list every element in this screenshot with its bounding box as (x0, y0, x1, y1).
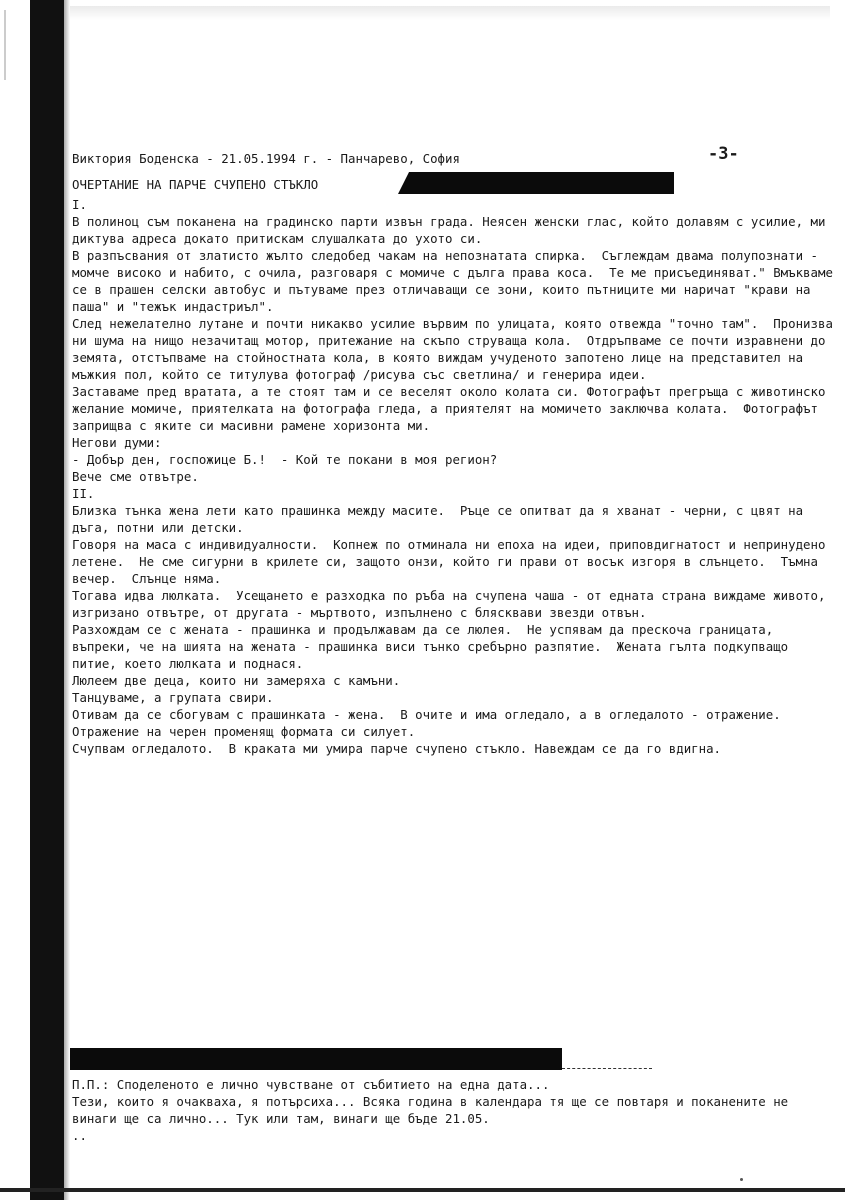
paragraph: В полиноц съм поканена на градинско парти извън града. Неясен женски глас, който долавям с усилие, ми диктува адреса докато притискам слушалката до ухото си. (72, 214, 833, 246)
paragraph: Тогава идва люлката. Усещането е разходка по ръба на счупена чаша - от едната страна виждаме живото, изгризано отвътре, от другата - мъртвото, изпълнено с блясквави звезди отвън. (72, 588, 833, 620)
author-line: Виктория Боденска - 21.05.1994 г. - Панчарево, София (72, 151, 460, 166)
paragraph: Негови думи: - Добър ден, госпожице Б.! - Кой те покани в моя регион? (72, 435, 498, 467)
document-body (72, 144, 841, 757)
paragraph: Говоря на маса с индивидуалности. Копнеж по отминала ни епоха на идеи, приповдигнатост и непринудено летене. Не сме сигурни в крилете си, защото онзи, който ги прави от восък изгоря в слънцето. Тъмна вечер. Слънце няма. (72, 537, 833, 586)
paragraph: Близка тънка жена лети като прашинка между масите. Ръце се опитват да я хванат - черни, с цвят на дъга, потни или детски. (72, 503, 811, 535)
dashed-separator (562, 1068, 652, 1069)
scan-artifact (70, 6, 830, 20)
section-numeral: I. (72, 197, 87, 212)
paragraph: Счупвам огледалото. В краката ми умира парче счупено стъкло. Навеждам се да го вдигна. (72, 741, 722, 756)
scan-binding-shadow (30, 0, 64, 1200)
document-title: ОЧЕРТАНИЕ НА ПАРЧЕ СЧУПЕНО СТЪКЛО (72, 177, 319, 192)
paragraph: В разпъсвания от златисто жълто следобед чакам на непознатата спирка. Съглеждам двама полупознати - момче високо и набито, с очила, разговаря с момиче с дълга права коса. Те ме присъединяват." Вмъкваме се в прашен селски автобус и пътуваме през отличаващи се зони, които пътниците ми наричат "крави на паша" и "тежък индастриъл". (72, 248, 841, 314)
scan-speck (740, 1178, 743, 1181)
paragraph: Вече сме отвътре. (72, 469, 199, 484)
redaction-bar (398, 172, 674, 194)
paragraph: Отивам да се сбогувам с прашинката - жена. В очите и има огледало, а в огледалото - отражение. Отражение на черен променящ формата си силует. (72, 707, 796, 739)
paragraph: Заставаме пред вратата, а те стоят там и се веселят около колата си. Фотографът прегръща с животинско желание момиче, приятелката на фотографа гледа, а приятелят на момичето заключва колата. Фотографът заприщва с яките си масивни рамене хоризонта ми. (72, 384, 833, 433)
postscript-line: П.П.: Споделеното е лично чувстване от събитието на една дата... (72, 1077, 550, 1092)
postscript-line: .. (72, 1128, 87, 1143)
scan-bottom-edge (0, 1188, 845, 1192)
page-number: -3- (708, 144, 739, 164)
scan-artifact (4, 10, 26, 80)
paragraph: Разхождам се с жената - прашинка и продължавам да се люлея. Не успявам да прескоча границата, въпреки, че на шията на жената - прашинка виси тънко сребърно разпятие. Жената гълта подкупващо питие, което люлката и поднася. (72, 622, 796, 671)
paragraph: След нежелателно лутане и почти никакво усилие вървим по улицата, която отвежда "точно там". Пронизва ни шума на нищо незачитащ мотор, притежание на скъпо струваща кола. Отдръпваме се почти изравнени до земята, отстъпваме на стойностната кола, в която виждам учуденото запотено лице на представител на мъжкия пол, който се титулува фотограф /рисува със светлина/ и генерира идеи. (72, 316, 841, 382)
paragraph: Люлеем две деца, които ни замеряха с камъни. (72, 673, 401, 688)
title-row (72, 172, 834, 196)
paragraph: Танцуваме, а групата свири. (72, 690, 274, 705)
scan-binding-shadow-edge (64, 0, 70, 1200)
section-numeral: II. (72, 486, 95, 501)
header (72, 144, 834, 168)
postscript (72, 1076, 834, 1144)
redaction-bar (70, 1048, 562, 1070)
postscript-line: Тези, които я очакваха, я потърсиха... Всяка година в календара тя ще се повтаря и поканените не винаги ще са лично... Тук или там, винаги ще бъде 21.05. (72, 1094, 789, 1126)
